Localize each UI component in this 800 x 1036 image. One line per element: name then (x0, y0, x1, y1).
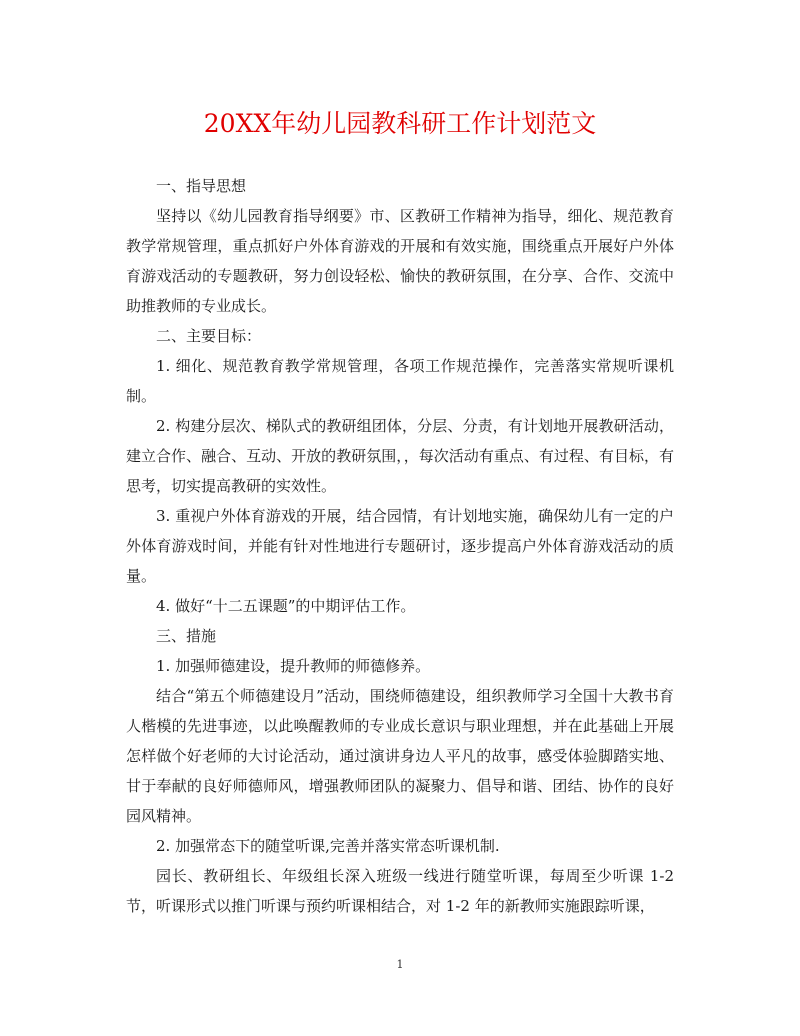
goal-item-4: 4. 做好“十二五课题”的中期评估工作。 (156, 597, 416, 615)
paragraph-measure-2: 园长、教研组长、年级组长深入班级一线进行随堂听课，每周至少听课 1-2 节，听课形式以推门听课与预约听课相结合，对 1-2 年的新教师实施跟踪听课， (126, 867, 674, 915)
measure-item-1: 1. 加强师德建设，提升教师的师德修养。 (156, 657, 431, 675)
document-body (126, 171, 674, 921)
measure-item-2: 2. 加强常态下的随堂听课,完善并落实常态听课机制. (156, 837, 500, 855)
section-heading-guiding-ideology: 一、指导思想 (156, 177, 247, 195)
goal-item-1: 1. 细化、规范教育教学常规管理，各项工作规范操作，完善落实常规听课机制。 (126, 357, 674, 405)
paragraph-measure-1: 结合“第五个师德建设月”活动，围绕师德建设，组织教师学习全国十大教书育人楷模的先进事迹，以此唤醒教师的专业成长意识与职业理想，并在此基础上开展怎样做个好老师的大讨论活动，通过演讲身边人平凡的故事，感受体验脚踏实地、甘于奉献的良好师德师风，增强教师团队的凝聚力、倡导和谐、团结、协作的良好园风精神。 (126, 687, 674, 825)
document-title: 20XX年幼儿园教科研工作计划范文 (203, 109, 597, 138)
section-heading-main-goals: 二、主要目标： (156, 327, 262, 345)
section-heading-measures: 三、措施 (156, 627, 217, 645)
goal-item-2: 2. 构建分层次、梯队式的教研组团体，分层、分责，有计划地开展教研活动，建立合作、融合、互动、开放的教研氛围，，每次活动有重点、有过程、有目标，有思考，切实提高教研的实效性。 (126, 417, 674, 495)
paragraph-guiding-ideology: 坚持以《幼儿园教育指导纲要》市、区教研工作精神为指导，细化、规范教育教学常规管理，重点抓好户外体育游戏的开展和有效实施，围绕重点开展好户外体育游戏活动的专题教研，努力创设轻松、愉快的教研氛围，在分享、合作、交流中助推教师的专业成长。 (126, 207, 674, 315)
page-number: 1 (396, 958, 404, 971)
goal-item-3: 3. 重视户外体育游戏的开展，结合园情，有计划地实施，确保幼儿有一定的户外体育游戏时间，并能有针对性地进行专题研讨，逐步提高户外体育游戏活动的质量。 (126, 507, 674, 585)
